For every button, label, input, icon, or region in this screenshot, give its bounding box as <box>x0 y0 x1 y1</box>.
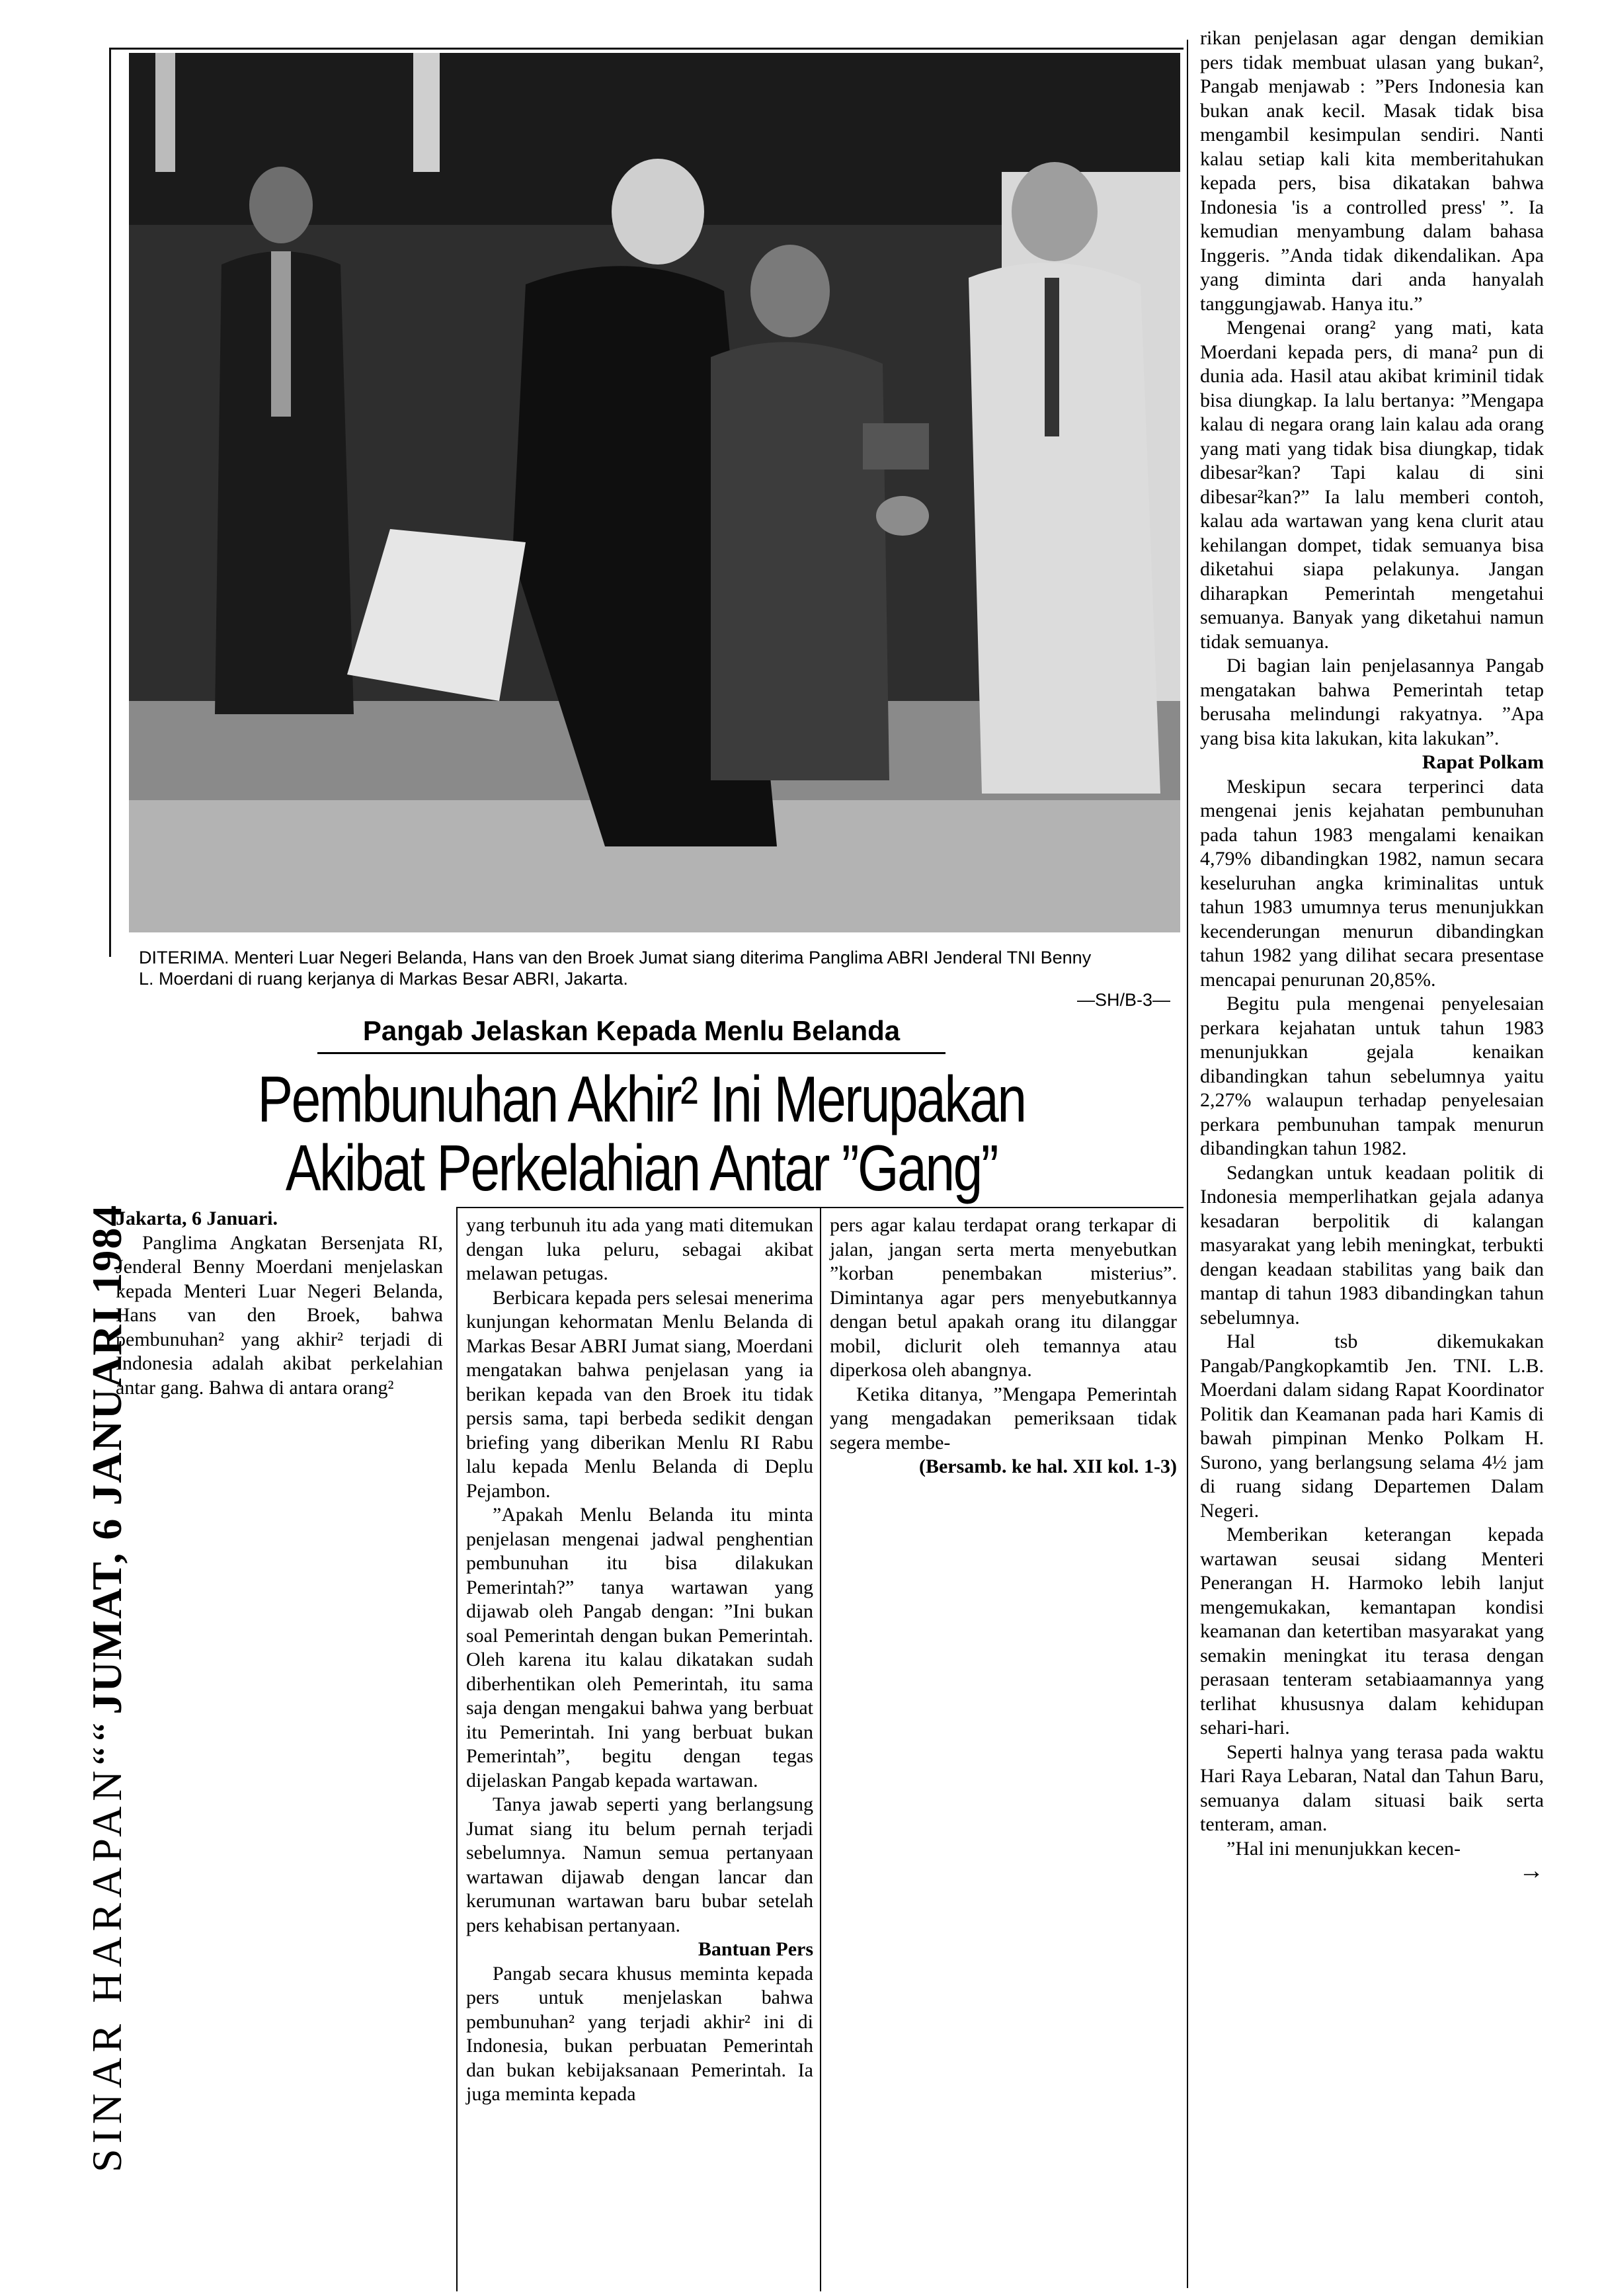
photo-caption <box>139 947 1170 1010</box>
dateline: Jakarta, 6 Januari. <box>116 1208 278 1229</box>
column-rule-2 <box>820 1207 821 2291</box>
subhead-bantuan-pers: Bantuan Pers <box>698 1938 813 1960</box>
subhead-rapat-polkam: Rapat Polkam <box>1422 751 1544 773</box>
headline-line-1: Pembunuhan Akhir² Ini Merupakan <box>257 1063 1025 1135</box>
paragraph: Panglima Angkatan Bersenjata RI, Jenderal Benny Moerdani menjelaskan kepada Menteri Luar Negeri Belanda, Hans van den Broek, bahwa pembunuhan² yang akhir² terjadi di Indonesia adalah akibat perkelahian antar gang. Bahwa di antara orang² <box>116 1231 443 1399</box>
article-column-1 <box>116 1207 443 1400</box>
paragraph: Hal tsb dikemukakan Pangab/Pangkopkamtib Jen. TNI. L.B. Moerdani dalam sidang Rapat Koordinator Politik dan Keamanan pada hari Kamis di bawah pimpinan Menko Polkam H. Surono, yang berlangsung selama 4½ jam di ruang sidang Departemen Dalam Negeri. <box>1200 1331 1544 1522</box>
caption-line-1: DITERIMA. Menteri Luar Negeri Belanda, Hans van den Broek Jumat siang diterima Panglima ABRI Jenderal TNI Benny <box>139 948 1092 967</box>
paragraph: ”Hal ini menunjukkan kecen- <box>1226 1837 1461 1860</box>
masthead-date: JUMAT, 6 JANUARI 1984 <box>83 1204 130 1715</box>
paragraph: Seperti halnya yang terasa pada waktu Hari Raya Lebaran, Natal dan Tahun Baru, semuanya dalam situasi baik serta tenteram, aman. <box>1200 1741 1544 1835</box>
paragraph: Sedangkan untuk keadaan politik di Indonesia memperlihatkan gejala adanya kesadaran berpolitik di kalangan masyarakat yang lebih meningkat, terbukti dengan keadaan stabilitas yang baik dan mantap di tahun 1983 dibandingkan tahun sebelumnya. <box>1200 1161 1544 1329</box>
headline-line-2: Akibat Perkelahian Antar ”Gang” <box>285 1131 998 1204</box>
article-headline <box>202 1065 1080 1202</box>
photo-frame-left <box>109 48 111 957</box>
paragraph: Mengenai orang² yang mati, kata Moerdani kepada pers, di mana² pun di dunia ada. Hasil atau akibat kriminil tidak bisa diungkap. Ia lalu bertanya: ”Mengapa kalau di negara orang lain kalau ada orang yang mati yang tidak bisa diungkap, tidak dibesar²kan? Tapi kalau di sini dibesar²kan?” Ia lalu memberi contoh, kalau ada wartawan yang kena clurit atau kehilangan dompet, tidak semuanya bisa diketahui siapa pelakunya. Jangan diharapkan Pemerintah mengetahui semuanya. Banyak yang diketahui namun tidak semuanya. <box>1200 317 1544 653</box>
masthead-paper-name: SINAR HARAPAN““ <box>83 1717 130 2172</box>
paragraph: pers agar kalau terdapat orang terkapar di jalan, jangan serta merta menyebutkan ”korban penembakan misterius”. Dimintanya agar pers menyebutkannya dengan betul apakah orang itu dilanggar mobil, diclurit oleh temannya atau diperkosa oleh abangnya. <box>830 1214 1177 1381</box>
paragraph: Ketika ditanya, ”Mengapa Pemerintah yang mengadakan pemeriksaan tidak segera membe- <box>830 1383 1177 1454</box>
paragraph: Memberikan keterangan kepada wartawan seusai sidang Menteri Penerangan H. Harmoko lebih lanjut mengemukakan, kemantapan kondisi keamanan dan ketertiban masyarakat yang semakin meningkat itu terasa dengan perasaan tenteram setabiaamannya yang terlihat khususnya dalam kehidupan sehari-hari. <box>1200 1524 1544 1739</box>
paragraph: Begitu pula mengenai penyelesaian perkara kejahatan untuk tahun 1983 menunjukkan gejala kenaikan dibandingkan tahun sebelumnya yaitu 2,27% walaupun terhadap penyelesaian perkara pembunuhan tampak menurun dibandingkan tahun 1982. <box>1200 993 1544 1159</box>
news-photo <box>129 53 1180 932</box>
paragraph: ”Apakah Menlu Belanda itu minta penjelasan mengenai jadwal penghentian pembunuhan itu bisa dilakukan Pemerintah?” tanya wartawan yang dijawab oleh Pangab dengan: ”Ini bukan soal Pemerintah dengan bukan Pemerintah. Oleh karena itu kalau dikatakan sudah diberhentikan oleh Pemerintah, itu sama saja dengan mengakui bahwa yang berbuat itu Pemerintah. Ini yang berbuat bukan Pemerintah”, begitu dengan tegas dijelaskan Pangab kepada wartawan. <box>466 1504 813 1791</box>
photo-frame-top <box>109 48 1184 50</box>
article-kicker: Pangab Jelaskan Kepada Menlu Belanda <box>317 1015 945 1054</box>
paragraph: Meskipun secara terperinci data mengenai jenis kejahatan pembunuhan pada tahun 1983 mengalami kenaikan 4,79% dibandingkan 1982, namun secara keseluruhan angka kriminalitas untuk tahun 1983 umumnya terus menunjukkan kecenderungan menurun dibandingkan tahun 1982 yang dilihat secara presentase mencapai penurunan 20,85%. <box>1200 775 1544 991</box>
article-column-3 <box>830 1213 1177 1479</box>
caption-line-2: L. Moerdani di ruang kerjanya di Markas Besar ABRI, Jakarta. <box>139 969 628 989</box>
paragraph: yang terbunuh itu ada yang mati ditemukan dengan luka peluru, sebagai akibat melawan petugas. <box>466 1214 813 1284</box>
continued-note: (Bersamb. ke hal. XII kol. 1-3) <box>918 1456 1177 1477</box>
paragraph: Berbicara kepada pers selesai menerima kunjungan kehormatan Menlu Belanda di Markas Besar ABRI Jumat siang, Moerdani mengatakan bahwa penjelasan yang ia berikan kepada van den Broek itu tidak persis sama, tapi berbeda sedikit dengan briefing yang diberikan Menlu RI Rabu lalu kepada Menlu Belanda di Deplu Pejambon. <box>466 1286 813 1502</box>
paragraph: Di bagian lain penjelasannya Pangab mengatakan bahwa Pemerintah tetap berusaha melindungi rakyatnya. ”Apa yang bisa kita lakukan, kita lakukan”. <box>1200 655 1544 749</box>
photo-credit: —SH/B-3— <box>1076 990 1170 1010</box>
column-rule-1 <box>456 1207 458 2291</box>
article-column-2 <box>466 1213 813 2107</box>
column-rule-3 <box>1187 40 1188 2288</box>
article-column-4 <box>1200 26 1544 1885</box>
paragraph: Tanya jawab seperti yang berlangsung Jumat siang itu belum pernah terjadi sebelumnya. Namun semua pertanyaan wartawan dijawab dengan lancar dan kerumunan wartawan baru bubar setelah pers kehabisan pertanyaan. <box>466 1793 813 1936</box>
paragraph: Pangab secara khusus meminta kepada pers untuk menjelaskan bahwa pembunuhan² yang terjadi akhir² ini di Indonesia, bukan perbuatan Pemerintah dan bukan kebijaksanaan Pemerintah. Ia juga meminta kepada <box>466 1962 813 2105</box>
news-photo-image <box>129 53 1180 932</box>
continue-arrow-icon: → <box>1519 1857 1544 1885</box>
paragraph: rikan penjelasan agar dengan demikian pers tidak membuat ulasan yang bukan², Pangab menjawab : ”Pers Indonesia kan bukan anak kecil. Masak tidak bisa mengambil kesimpulan sendiri. Nanti kalau setiap kali kita memberitahukan kepada pers, bisa dikatakan bahwa Indonesia 'is a controlled press' ”. Ia kemudian menyambung dalam bahasa Inggeris. ”Anda tidak dikendalikan. Apa yang diminta dari anda hanyalah tanggungjawab. Hanya itu.” <box>1200 27 1544 315</box>
